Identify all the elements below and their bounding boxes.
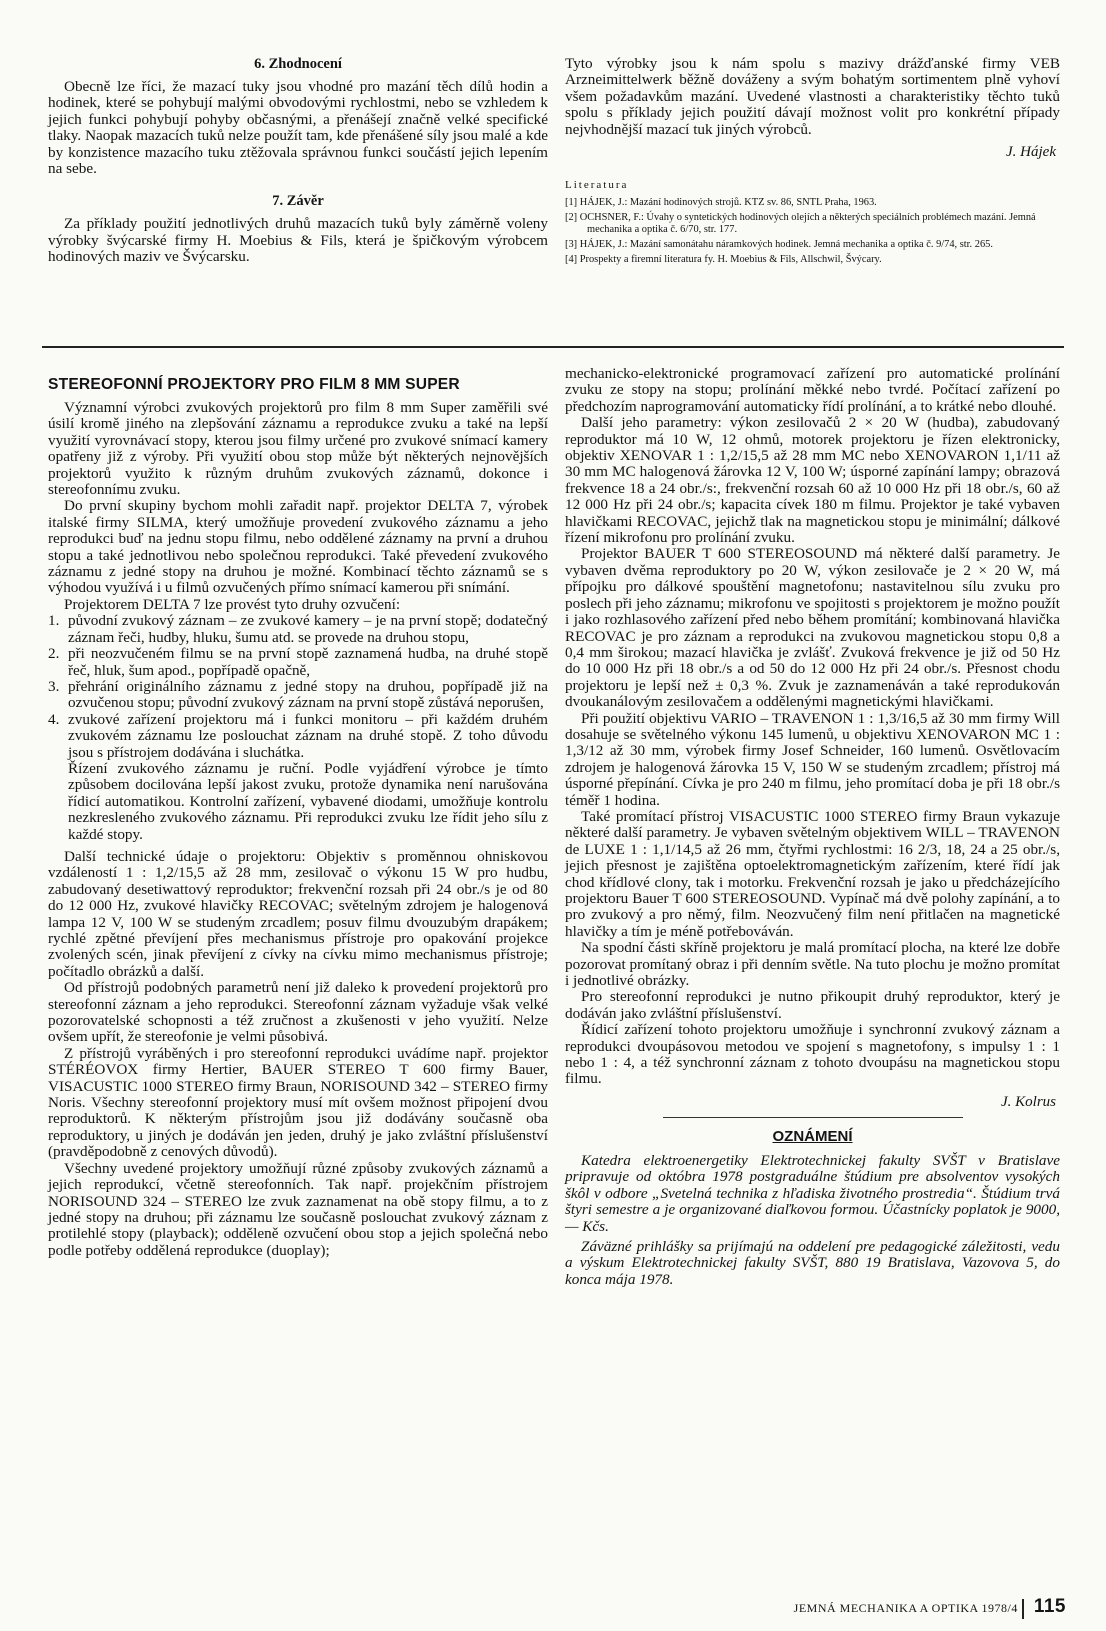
heading-conclusion: 7. Závěr xyxy=(272,193,324,210)
reference-item: [3] HÁJEK, J.: Mazání samonátahu náramkových hodinek. Jemná mechanika a optika č. 9/74, str. 265. xyxy=(565,239,993,251)
author-signature: J. Hájek xyxy=(1006,144,1056,161)
reference-item: [4] Prospekty a firemní literatura fy. H. Moebius & Fils, Allschwil, Švýcary. xyxy=(565,254,882,266)
list-item xyxy=(48,646,548,679)
notice-divider xyxy=(663,1117,963,1118)
literature-heading: Literatura xyxy=(565,179,629,192)
notice-title: OZNÁMENÍ xyxy=(772,1127,853,1145)
reference-item: [2] OCHSNER, F.: Úvahy o syntetických hodinových olejích a některých speciálních problémech mazání. Jemná mechanika a optika č. 6/70, str. 177. xyxy=(565,212,1036,236)
notice-paragraph: Katedra elektroenergetiky Elektrotechnickej fakulty SVŠT v Bratislave pripravuje od októbra 1978 postgraduálne štúdium pre absolventov vysokých škôl v odbore „Svetelná technika z hľadiska životného prostredia“. Štúdium trvá štyri semestre a je organizované diaľkovou formou. Účastnícky poplatok je 9000,— Kčs. xyxy=(565,1151,1060,1235)
journal-name: JEMNÁ MECHANIKA A OPTIKA 1978/4 xyxy=(793,1601,1018,1615)
paragraph: Za příklady použití jednotlivých druhů mazacích tuků byly záměrně voleny výrobky švýcarské firmy H. Moebius & Fils, která je špičkovým výrobcem hodinových maziv ve Švýcarsku. xyxy=(48,215,548,266)
paragraph: Do první skupiny bychom mohli zařadit např. projektor DELTA 7, výrobek italské firmy SILMA, který umožňuje provedení zvukového záznamu a jeho reprodukci buď na jednu stopu filmu, nebo oddělené záznamy na první a druhou stopu a také jednotlivou nebo společnou reprodukci. Také převedení zvukového záznamu z jedné stopy na druhou je možné. Kombinací těchto záznamů se s výhodou využívá i u filmů ozvučených přímo snímací kamerou při snímání. xyxy=(48,497,548,597)
footer-separator xyxy=(1022,1599,1024,1619)
paragraph: Další technické údaje o projektoru: Objektiv s proměnnou ohniskovou vzdáleností 1 : 1,2/15,5 až 28 mm, zesilovač o výkonu 15 W pro hudbu, zabudovaný desetiwattový reproduktor; frekvenční rozsah při 24 obr./s je od 80 do 12 000 Hz, zvukové hlavičky RECOVAC; světelným zdrojem je halogenová lampa 12 V, 100 W se studeným zrcadlem; posuv filmu dvouzubým drapákem; rychlé zpětné převíjení přes mechanismus přístroje pro opakování projekce zvolených scén, jinak převíjení z cívky na cívku mimo mechanismus přístroje; počítadlo obrázků a další. xyxy=(48,847,548,980)
list-item xyxy=(48,712,548,761)
list-number: 1. xyxy=(48,612,60,630)
paragraph: Významní výrobci zvukových projektorů pro film 8 mm Super zaměřili své úsilí kromě jiného na zlepšování záznamu a reprodukce zvuku a také na lepší využití vyrovnávací stopy, kterou jsou filmy určené pro zvukové snímací kamery opatřeny již z výroby. Při využití obou stop může být některých nejnovějších projektorů využito k různým druhům zvukových záznamů, dokonce i stereofonnímu zvuku. xyxy=(48,399,548,499)
paragraph: Z přístrojů vyráběných i pro stereofonní reprodukci uvádíme např. projektor STÉRÉOVOX firmy Hertier, BAUER STEREO T 600 firmy Bauer, VISACUSTIC 1000 STEREO firmy Braun, NORISOUND 342 – STEREO firmy Noris. Všechny stereofonní projektory musí mít ovšem možnost připojení dvou reproduktorů. K některým přístrojům jsou již dodávány současně oba reproduktory, u jiných je dodáván jen jeden, druhý je jako zvláštní příslušenství (pravděpodobně z cenových důvodů). xyxy=(48,1044,548,1161)
paragraph: Při použití objektivu VARIO – TRAVENON 1 : 1,3/16,5 až 30 mm firmy Will dosahuje se světelného výkonu 145 lumenů, u objektivu XENOVARON MC 1 : 1,3/12 až 30 mm, výrobek firmy Josef Schneider, 160 lumenů. Osvětlovacím zdrojem je halogenová žárovka 15 V, 150 W se studeným zrcadlem; přístroj má úsporné přepínání. Cívka je pro 240 m filmu, jeho promítací doba je při 18 obr./s téměř 1 hodina. xyxy=(565,709,1060,809)
list-text: při neozvučeném filmu se na první stopě zaznamená hudba, na druhé stopě řeč, hluk, šum apod., popřípadě opačně, xyxy=(68,645,548,679)
section-continuation-literature xyxy=(565,56,1060,269)
section-evaluation-conclusion xyxy=(48,56,548,266)
article-left-column xyxy=(48,376,548,1259)
reference-item: [1] HÁJEK, J.: Mazání hodinových strojů. KTZ sv. 86, SNTL Praha, 1963. xyxy=(565,197,877,209)
paragraph: Všechny uvedené projektory umožňují různé způsoby zvukových záznamů a jejich reprodukcí, včetně stereofonních. Tak např. projekčním přístrojem NORISOUND 324 – STEREO lze zvuk zaznamenat na obě stopy filmu, a to z jedné stopy na druhou; při záznamu lze současně poslouchat zvukový záznam z protilehlé stopy (playback); odděleně ozvučení obou stop a jejich společná nebo podle potřeby oddělená reprodukce (duoplay); xyxy=(48,1159,548,1259)
notice-paragraph: Záväzné prihlášky sa prijímajú na oddelení pre pedagogické záležitosti, vedu a výskum Elektrotechnickej fakulty SVŠT, 880 19 Bratislava, Vazovova 5, do konca mája 1978. xyxy=(565,1237,1060,1288)
paragraph: Pro stereofonní reprodukci je nutno přikoupit druhý reproduktor, který je dodáván jako zvláštní příslušenství. xyxy=(565,988,1060,1022)
paragraph: Na spodní části skříně projektoru je malá promítací plocha, na které lze dobře pozorovat promítaný obraz i při denním světle. Na tuto plochu je možno promítat i jednotlivé obrázky. xyxy=(565,939,1060,990)
page-footer xyxy=(794,1596,1066,1619)
paragraph: Projektor BAUER T 600 STEREOSOUND má některé další parametry. Je vybaven dvěma reproduktory po 20 W, výkon zesilovače je 2 × 20 W, má přípojku pro dálkové spouštění magnetofonu; nastavitelnou sílu zvuku pro poslech při jeho záznamu; mikrofonu ve spojitosti s projektorem je možno použít i jako rozhlasového zařízení před nebo během promítání; kombinovaná hlavička RECOVAC je pro záznam a reprodukci na zvukovou magnetickou stopu 0,8 a 0,4 mm širokou; mazací hlavička je zvlášť. Zvuková frekvence je již od 50 Hz do 10 000 Hz při 18 obr./s a od 50 do 12 000 Hz při 24 obr./s. Přesnost chodu projektoru je lepší než ± 0,3 %. Zvuk je zaznamenáván a také reprodukován dvoukanálovým zesilovačem a oddělenými magnetickými hlavičkami. xyxy=(565,545,1060,711)
list-text: přehrání originálního záznamu z jedné stopy na druhou, popřípadě již na ozvučenou stopu; původní zvukový záznam na první stopě zůstává neporušen, xyxy=(68,677,548,712)
paragraph: Projektorem DELTA 7 lze provést tyto druhy ozvučení: xyxy=(64,595,401,613)
page-number: 115 xyxy=(1033,1596,1066,1617)
list-number: 3. xyxy=(48,677,60,695)
list-number: 2. xyxy=(48,645,60,663)
list-item xyxy=(48,679,548,712)
article-right-column xyxy=(565,366,1060,1288)
article-title: STEREOFONNÍ PROJEKTORY PRO FILM 8 MM SUPER xyxy=(48,376,460,393)
paragraph: Tyto výrobky jsou k nám spolu s mazivy drážďanské firmy VEB Arzneimittelwerk běžně dováženy a svým bohatým sortimentem plně vyhoví všem požadavkům mazání. Uvedené vlastnosti a charakteristiky těchto tuků spolu s příklady jejich použití dávají možnost volit pro konkrétní případy nejvhodnější mazací tuk jiných výrobců. xyxy=(565,55,1060,138)
list-item xyxy=(48,613,548,646)
paragraph: Řídicí zařízení tohoto projektoru umožňuje i synchronní zvukový záznam a reprodukci dvoupásovou metodou ve spojení s magnetofony, s impulsy 1 : 1 nebo 1 : 4, a též synchronní záznam z tohoto dvoupásu na magnetickou stopu filmu. xyxy=(565,1021,1060,1088)
paragraph: Od přístrojů podobných parametrů není již daleko k provedení projektorů pro stereofonní záznam a jeho reprodukci. Stereofonní záznam vyžaduje však velké pozorovatelské schopnosti a též zručnost a zkušenosti v jeho využití. Nelze ovšem upřít, že stereofonie je velmi působivá. xyxy=(48,979,548,1046)
numbered-list xyxy=(48,613,548,761)
reference-list xyxy=(565,197,1060,266)
section-divider xyxy=(42,346,1064,348)
list-text: původní zvukový záznam – ze zvukové kamery – je na první stopě; dodatečný záznam řeči, hudby, hluku, šumu atd. se provede na druhou stopu, xyxy=(68,612,548,646)
heading-evaluation: 6. Zhodnocení xyxy=(254,56,342,72)
paragraph: Řízení zvukového záznamu je ruční. Podle vyjádření výrobce je tímto způsobem docilována lepší jakost zvuku, protože dynamika není narušována řídicí automatikou. Kontrolní zařízení, vybavené diodami, umožňuje kontrolu nezkresleného zvukového záznamu. Při reprodukci zvuku lze řídit jeho sílu z každé stopy. xyxy=(68,759,548,843)
paragraph: Také promítací přístroj VISACUSTIC 1000 STEREO firmy Braun vykazuje některé další parametry. Je vybaven světelným objektivem WILL – TRAVENON de LUXE 1 : 1,1/14,5 až 26 mm, čtyřmi rychlostmi: 16 2/3, 18, 24 a 25 obr./s, jejich přesnost je zajištěna optoelektromagnetickým zařízením, které řídí jak chod křídlové clony, tak i motorku. Frekvenční rozsah je jako u předcházejícího projektoru Bauer T 600 STEREOSOUND. Vypínač má dvě polohy zapínání, a to pro zvukový a pro němý, film. Neozvučený film není přitlačen na magnetické hlavičky a tím je méně potřebováván. xyxy=(565,807,1060,940)
paragraph: mechanicko-elektronické programovací zařízení pro automatické prolínání zvuku ze stopy na stopu; prolínání měkké nebo tvrdé. Počítací zařízení po předchozím naprogramování automaticky řídí prolínání, a to krátké nebo dlouhé. xyxy=(565,365,1060,415)
list-number: 4. xyxy=(48,710,60,728)
paragraph: Obecně lze říci, že mazací tuky jsou vhodné pro mazání těch dílů hodin a hodinek, které se pohybují malými obvodovými rychlostmi, nebo se vzhledem k jejich funkci pohybují pohyby občasnými, a přenášejí značně velké specifické tlaky. Naopak mazacích tuků nelze použít tam, kde přenášené síly jsou malé a kde by konzistence mazacího tuku ztěžovala správnou funkci součástí jejich lepením na sebe. xyxy=(48,78,548,178)
author-signature: J. Kolrus xyxy=(1000,1093,1056,1110)
list-text: zvukové zařízení projektoru má i funkci monitoru – při každém druhém zvukovém záznamu lze poslouchat záznam na druhé stopě. Z toho důvodu jsou s přístrojem dodávána i sluchátka. xyxy=(68,710,548,761)
paragraph: Další jeho parametry: výkon zesilovačů 2 × 20 W (hudba), zabudovaný reproduktor má 10 W, 12 ohmů, motorek projektoru je řízen elektronicky, objektiv XENOVAR 1 : 1,2/15,5 až 28 mm MC nebo XENOVARON 1,1/11 až 30 mm MC halogenová žárovka 12 V, 100 W; úsporné zapínání lampy; obrazová frekvence 18 a 24 obr./s:, frekvenční rozsah 60 až 10 000 Hz při 18 obr./s, 60 až 12 000 Hz při 24 obr./s; kapacita cívek 180 m filmu. Projektor je také vybaven hlavičkami RECOVAC, jejichž tlak na magnetickou stopu je minimální; dálkové řízení mikrofonu pro prolínání zvuku. xyxy=(565,414,1060,547)
